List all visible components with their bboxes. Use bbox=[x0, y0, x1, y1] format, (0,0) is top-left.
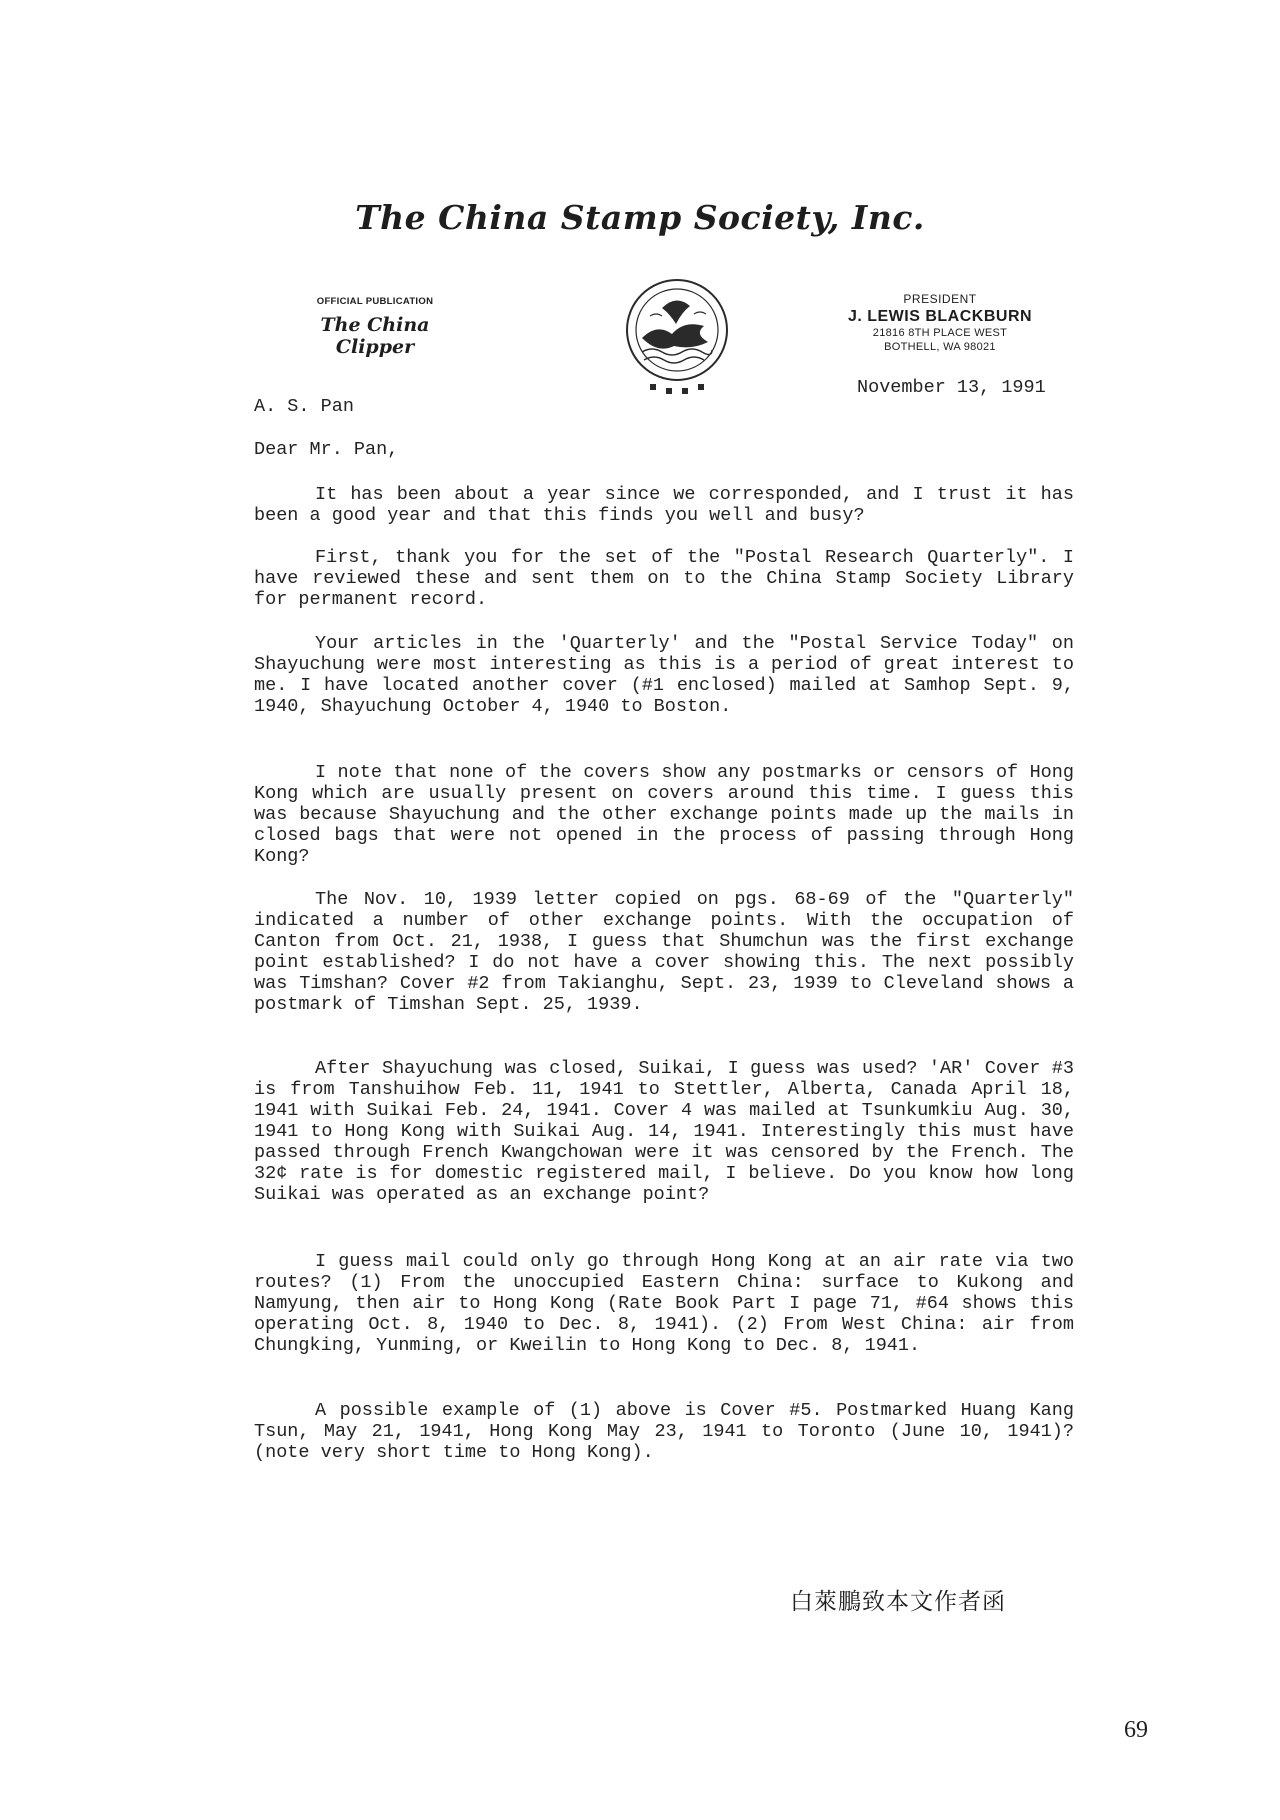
chinese-caption: 白萊鵬致本文作者函 bbox=[790, 1589, 1006, 1615]
president-label: PRESIDENT bbox=[903, 292, 977, 306]
letter-paragraph: I guess mail could only go through Hong Kong at an air rate via two routes? (1) From the unoccupied Eastern China: surface to Kukong and Namyung, then air to Hong Kong (Rate Book Part I page 71, #64 shows this operating Oct. 8, 1940 to Dec. 8, 1941). (2) From West China: air from Chungking, Yunming, or Kweilin to Hong Kong to Dec. 8, 1941. bbox=[254, 1251, 1074, 1356]
letter-paragraph: I note that none of the covers show any postmarks or censors of Hong Kong which are usually present on covers around this time. I guess this was because Shayuchung and the other exchange points made up the mails in closed bags that were not opened in the process of passing through Hong Kong? bbox=[254, 762, 1074, 867]
letter-paragraph: After Shayuchung was closed, Suikai, I guess was used? 'AR' Cover #3 is from Tanshuihow Feb. 11, 1941 to Stettler, Alberta, Canada April 18, 1941 with Suikai Feb. 24, 1941. Cover 4 was mailed at Tsunkumkiu Aug. 30, 1941 to Hong Kong with Suikai Aug. 14, 1941. Interestingly this must have passed through French Kwangchowan were it was censored by the French. The 32¢ rate is for domestic registered mail, I believe. Do you know how long Suikai was operated as an exchange point? bbox=[254, 1058, 1074, 1205]
letter-paragraph: It has been about a year since we corresponded, and I trust it has been a good year and that this finds you well and busy? bbox=[254, 484, 1074, 526]
address-line-2: BOTHELL, WA 98021 bbox=[884, 341, 996, 353]
publication-name: The China Clipper bbox=[320, 314, 430, 358]
letter-paragraph: Your articles in the 'Quarterly' and the "Postal Service Today" on Shayuchung were most interesting as this is a period of great interest to me. I have located another cover (#1 enclosed) mailed at Samhop Sept. 9, 1940, Shayuchung October 4, 1940 to Boston. bbox=[254, 633, 1074, 717]
society-masthead: The China Stamp Society, Inc. bbox=[355, 198, 925, 237]
letter-paragraph: First, thank you for the set of the "Postal Research Quarterly". I have reviewed these and sent them on to the China Stamp Society Library for permanent record. bbox=[254, 547, 1074, 610]
letter-salutation: Dear Mr. Pan, bbox=[254, 439, 399, 460]
page-number: 69 bbox=[1124, 1717, 1148, 1743]
letter-paragraph: A possible example of (1) above is Cover #5. Postmarked Huang Kang Tsun, May 21, 1941, Hong Kong May 23, 1941 to Toronto (June 10, 1941)? (note very short time to Hong Kong). bbox=[254, 1400, 1074, 1463]
letter-date: November 13, 1991 bbox=[857, 377, 1046, 398]
society-seal-logo bbox=[612, 268, 742, 398]
official-publication-label: OFFICIAL PUBLICATION bbox=[316, 296, 434, 307]
address-line-1: 21816 8TH PLACE WEST bbox=[872, 327, 1008, 339]
president-block bbox=[835, 292, 1045, 354]
letter-paragraph: The Nov. 10, 1939 letter copied on pgs. 68-69 of the "Quarterly" indicated a number of other exchange points. With the occupation of Canton from Oct. 21, 1938, I guess that Shumchun was the first exchange point established? I do not have a cover showing this. The next possibly was Timshan? Cover #2 from Takianghu, Sept. 23, 1939 to Cleveland shows a postmark of Timshan Sept. 25, 1939. bbox=[254, 889, 1074, 1015]
president-name: J. LEWIS BLACKBURN bbox=[847, 308, 1033, 325]
letter-recipient: A. S. Pan bbox=[254, 396, 354, 417]
